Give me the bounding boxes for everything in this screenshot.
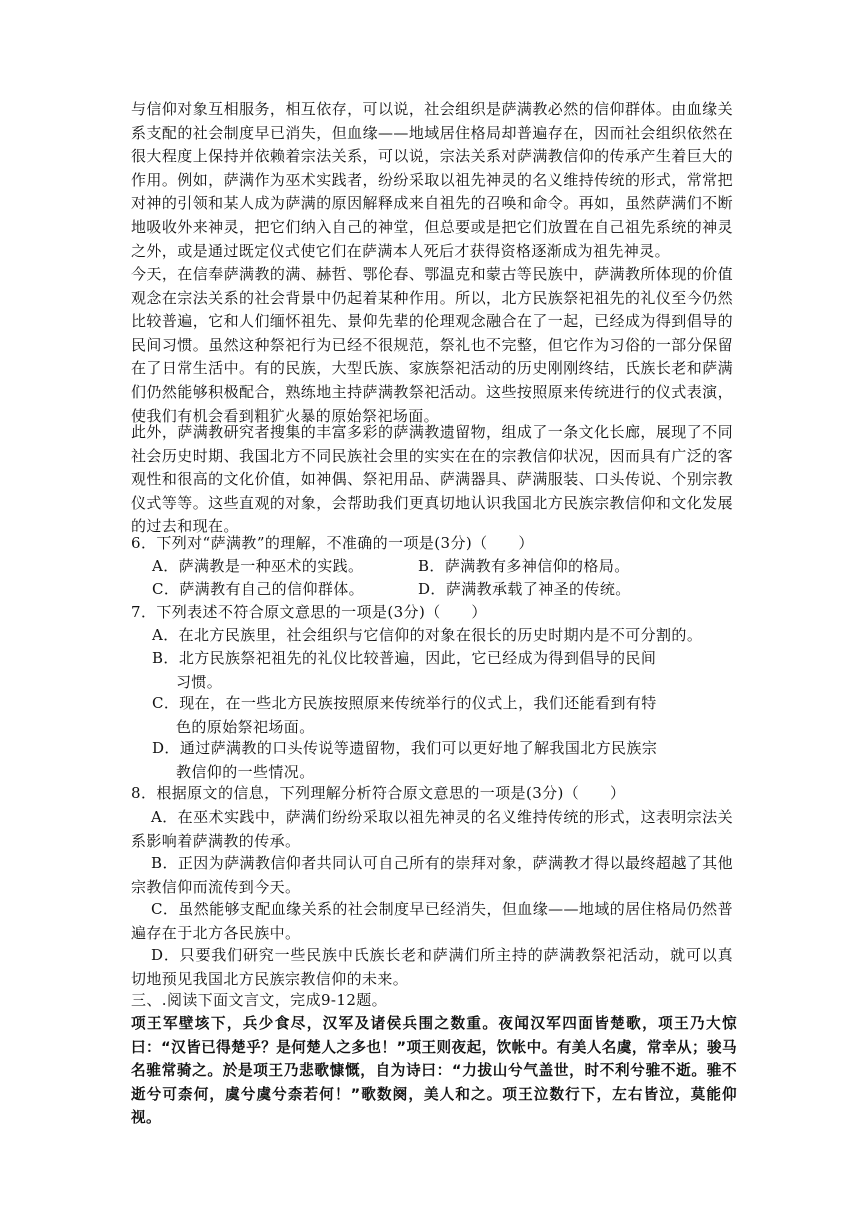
passage-paragraph-2: 今天，在信奉萨满教的满、赫哲、鄂伦春、鄂温克和蒙古等民族中，萨满教所体现的价值观念在宗法关系的社会背景中仍起着某种作用。所以，北方民族祭祀祖先的礼仪至今仍然比较普遍，它和人们缅怀祖先、景仰先辈的伦理观念融合在了一起，已经成为得到倡导的民间习惯。虽然这种祭祀行为已经不很规范，祭礼也不完整，但它作为习俗的一部分保留在了日常生活中。有的民族，大型氏族、家族祭祀活动的历史刚刚终结，氏族长老和萨满们仍然能够积极配合，熟练地主持萨满教祭祀活动。这些按照原来传统进行的仪式表演，使我们有机会看到粗犷火暴的原始祭祀场面。 xyxy=(131,265,733,425)
section-3-heading: 三、.阅读下面文言文，完成9-12题。 xyxy=(131,991,388,1009)
question-8-option-b: B．正因为萨满教信仰者共同认可自己所有的崇拜对象，萨满教才得以最终超越了其他宗教信仰而流传到今天。 xyxy=(131,854,733,896)
classical-text-passage: 项王军壁垓下，兵少食尽，汉军及诸侯兵围之数重。夜闻汉军四面皆楚歌，项王乃大惊曰：“汉皆已得楚乎？是何楚人之多也！”项王则夜起，饮帐中。有美人名虞，常幸从；骏马名骓常骑之。於是项王乃悲歌慷慨，自为诗曰：“力拔山兮气盖世，时不利兮骓不逝。骓不逝兮可柰何，虞兮虞兮柰若何！”歌数阕，美人和之。项王泣数行下，左右皆泣，莫能仰视。 xyxy=(131,1015,737,1127)
question-7-option-c-line-1: C．现在，在一些北方民族按照原来传统举行的仪式上，我们还能看到有特 xyxy=(152,694,657,712)
question-7-option-d xyxy=(152,737,672,785)
question-7-option-d-line-2: 教信仰的一些情况。 xyxy=(176,762,315,781)
question-8-option-a: A．在巫术实践中，萨满们纷纷采取以祖先神灵的名义维持传统的形式，这表明宗法关系影响着萨满教的传承。 xyxy=(131,808,733,850)
question-8-stem: 8．根据原文的信息，下列理解分析符合原文意思的一项是(3分)（ ） xyxy=(131,784,626,802)
question-7-option-a: A．在北方民族里，社会组织与它信仰的对象在很长的历史时期内是不可分割的。 xyxy=(152,626,703,644)
passage-paragraph-1: 与信仰对象互相服务，相互依存，可以说，社会组织是萨满教必然的信仰群体。由血缘关系支配的社会制度早已消失，但血缘——地域居住格局却普遍存在，因而社会组织依然在很大程度上保持并依赖着宗法关系，可以说，宗法关系对萨满教信仰的传承产生着巨大的作用。例如，萨满作为巫术实践者，纷纷采取以祖先神灵的名义维持传统的形式，常常把对神的引领和某人成为萨满的原因解释成来自祖先的召唤和命令。再如，虽然萨满们不断地吸收外来神灵，把它们纳入自己的神堂，但总要或是把它们放置在自己祖先系统的神灵之外，或是通过既定仪式使它们在萨满本人死后才获得资格逐渐成为祖先神灵。 xyxy=(131,100,733,260)
question-7-stem: 7．下列表述不符合原文意思的一项是(3分)（ ） xyxy=(131,603,487,621)
question-7-option-b-line-2: 习惯。 xyxy=(176,672,223,691)
question-7-option-b-line-1: B．北方民族祭祀祖先的礼仪比较普遍，因此，它已经成为得到倡导的民间 xyxy=(152,649,657,667)
question-7-option-d-line-1: D．通过萨满教的口头传说等遗留物，我们可以更好地了解我国北方民族宗 xyxy=(152,739,658,757)
question-6-option-a: A．萨满教是一种巫术的实践。 xyxy=(152,557,364,575)
question-6-option-d: D．萨满教承载了神圣的传统。 xyxy=(418,580,631,598)
question-6-option-c: C．萨满教有自己的信仰群体。 xyxy=(152,580,365,598)
question-7-option-b xyxy=(152,647,672,695)
question-8-option-d: D．只要我们研究一些民族中氏族长老和萨满们所主持的萨满教祭祀活动，就可以真切地预见我国北方民族宗教信仰的未来。 xyxy=(131,946,733,988)
question-6-option-b: B．萨满教有多神信仰的格局。 xyxy=(418,557,630,575)
question-7-option-c xyxy=(152,692,672,740)
question-6-stem: 6．下列对“萨满教”的理解，不准确的一项是(3分)（ ） xyxy=(131,534,534,552)
question-8-option-c: C．虽然能够支配血缘关系的社会制度早已经消失，但血缘——地域的居住格局仍然普遍存在于北方各民族中。 xyxy=(131,900,733,942)
passage-paragraph-3: 此外，萨满教研究者搜集的丰富多彩的萨满教遗留物，组成了一条文化长廊，展现了不同社会历史时期、我国北方不同民族社会里的实实在在的宗教信仰状况，因而具有广泛的客观性和很高的文化价值，如神偶、祭祀用品、萨满器具、萨满服装、口头传说、个别宗教仪式等等。这些直观的对象，会帮助我们更真切地认识我国北方民族宗教信仰和文化发展的过去和现在。 xyxy=(131,423,733,536)
question-7-option-c-line-2: 色的原始祭祀场面。 xyxy=(176,717,315,736)
